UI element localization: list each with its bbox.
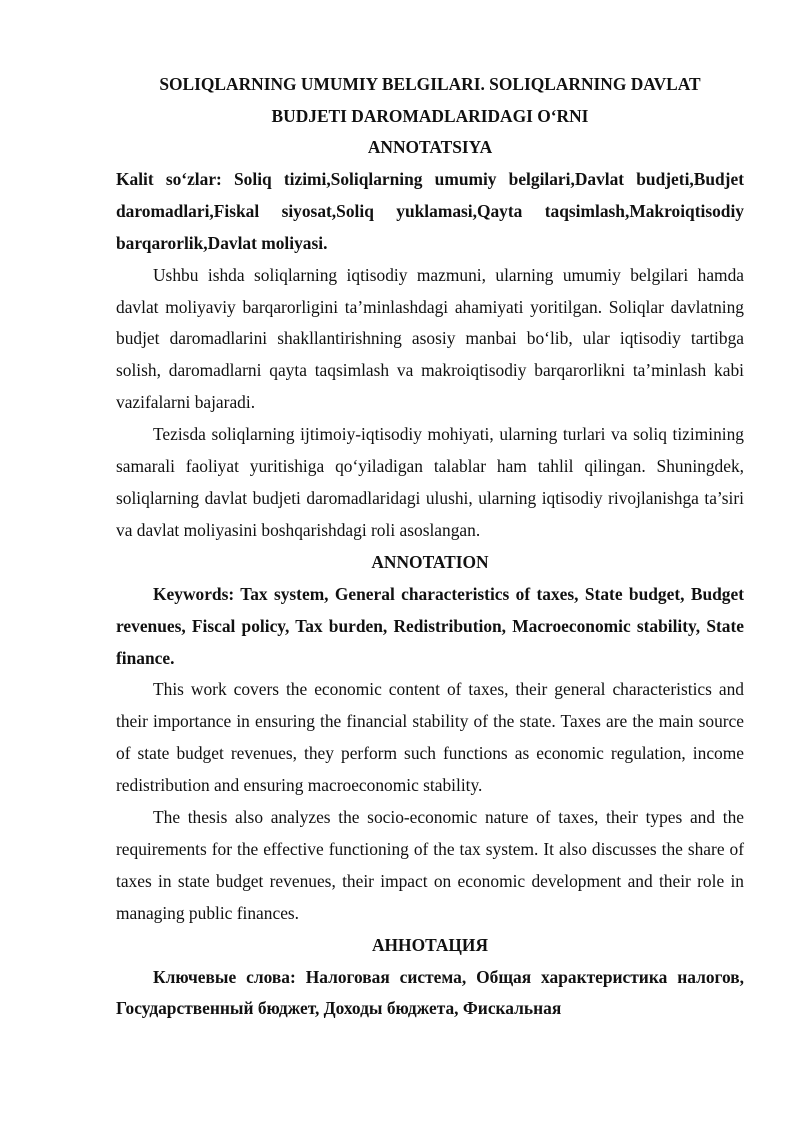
paper-title-line-2: BUDJETI DAROMADLARIDAGI O‘RNI — [271, 106, 589, 126]
paper-title — [116, 68, 744, 132]
annotation-heading-ru: АННОТАЦИЯ — [371, 934, 489, 955]
abstract-paragraph-uz-2: Tezisda soliqlarning ijtimoiy-iqtisodiy mohiyati, ularning turlari va soliq tizimining samarali faoliyat yuritishiga qo‘yiladigan talablar ham tahlil qilingan. Shuningdek, soliqlarning davlat budjeti daromadlaridagi ulushi, ularning iqtisodiy rivojlanishga ta’siri va davlat moliyasini boshqarishdagi roli asoslangan. — [116, 424, 744, 540]
paper-title-line-1: SOLIQLARNING UMUMIY BELGILARI. SOLIQLARNING DAVLAT — [159, 74, 701, 94]
annotation-heading-en: ANNOTATION — [371, 551, 489, 572]
keywords-uz: Kalit so‘zlar: Soliq tizimi,Soliqlarning umumiy belgilari,Davlat budjeti,Budjet daromadlari,Fiskal siyosat,Soliq yuklamasi,Qayta taqsimlash,Makroiqtisodiy barqarorlik,Davlat moliyasi. — [116, 168, 744, 253]
keywords-en: Keywords: Tax system, General characteristics of taxes, State budget, Budget revenues, Fiscal policy, Tax burden, Redistribution, Macroeconomic stability, State finance. — [116, 583, 744, 668]
keywords-ru: Ключевые слова: Налоговая система, Общая характеристика налогов, Государственный бюджет, Доходы бюджета, Фискальная — [116, 966, 744, 1019]
abstract-paragraph-uz-1: Ushbu ishda soliqlarning iqtisodiy mazmuni, ularning umumiy belgilari hamda davlat moliyaviy barqarorligini ta’minlashdagi ahamiyati yoritilgan. Soliqlar davlatning budjet daromadlarini shakllantirishning asosiy manbai bo‘lib, ular iqtisodiy tartibga solish, daromadlarni qayta taqsimlash va makroiqtisodiy barqarorlikni ta’minlash kabi vazifalarni bajaradi. — [116, 264, 744, 413]
document-page — [116, 68, 744, 1025]
abstract-paragraph-en-1: This work covers the economic content of taxes, their general characteristics and their importance in ensuring the financial stability of the state. Taxes are the main source of state budget revenues, they perform such functions as economic regulation, income redistribution and ensuring macroeconomic stability. — [116, 679, 744, 796]
annotation-heading-uz: ANNOTATSIYA — [367, 137, 493, 157]
abstract-paragraph-en-2: The thesis also analyzes the socio-economic nature of taxes, their types and the requirements for the effective functioning of the tax system. It also discusses the share of taxes in state budget revenues, their impact on economic development and their role in managing public finances. — [116, 807, 744, 923]
